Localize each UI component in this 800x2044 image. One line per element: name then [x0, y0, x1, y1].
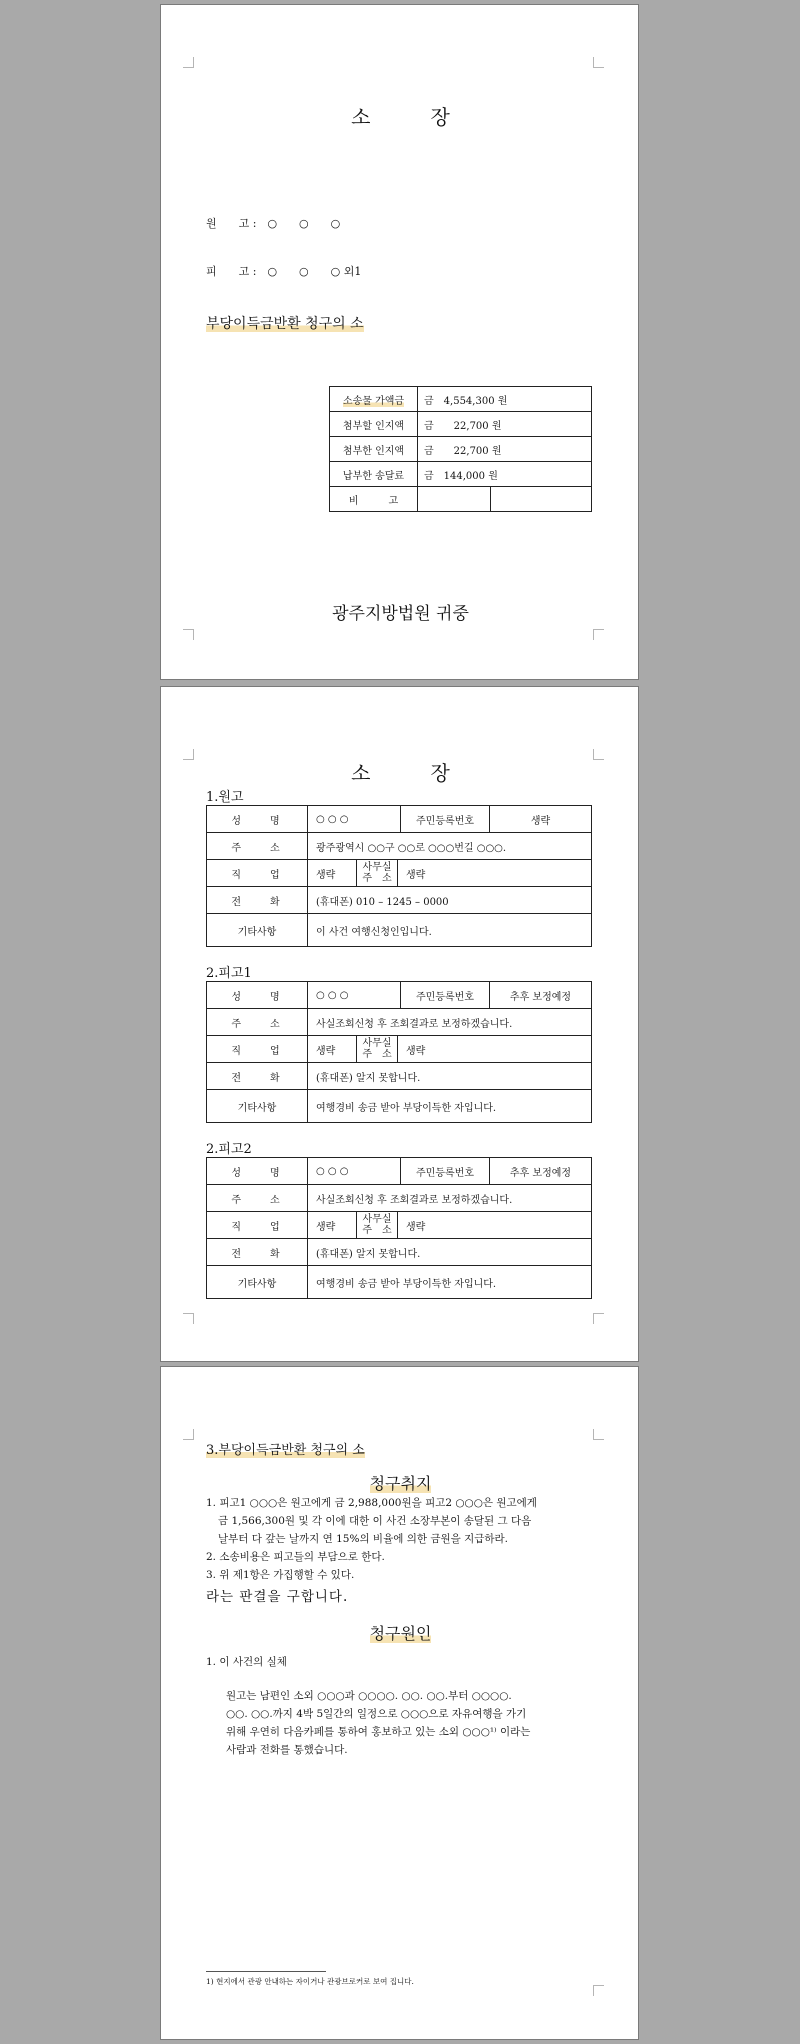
- fee-value: 금 4,554,300 원: [418, 387, 592, 412]
- cover-page: [160, 4, 639, 680]
- etc-value: 여행경비 송금 받아 부당이득한 자입니다.: [308, 1090, 592, 1123]
- office-label: 사무실 주 소: [356, 1036, 398, 1062]
- address-value: 사실조회신청 후 조회결과로 보정하겠습니다.: [308, 1009, 592, 1036]
- id-value: 생략: [490, 806, 592, 833]
- fee-value: 금 144,000 원: [418, 462, 592, 487]
- case-name-text: 부당이득금반환 청구의 소: [206, 316, 364, 332]
- table-row: [207, 1239, 592, 1266]
- fee-table: [329, 386, 592, 512]
- fee-label: 소송물 가액금: [330, 387, 418, 412]
- phone-label: 전 화: [207, 1239, 308, 1266]
- table-row: [207, 1158, 592, 1185]
- defendant1-heading: 2.피고1: [206, 966, 252, 981]
- id-value: 추후 보정예정: [490, 1158, 592, 1185]
- fee-row: [330, 412, 592, 437]
- claim-section-heading: [206, 1439, 365, 1458]
- job-label: 직 업: [207, 860, 308, 887]
- table-row: [207, 1212, 592, 1239]
- fee-row: [330, 487, 592, 512]
- phone-value: (휴대폰) 알지 못합니다.: [308, 1239, 592, 1266]
- list-item: 3. 위 제1항은 가집행할 수 있다.: [206, 1569, 355, 1581]
- fee-label: 납부한 송달료: [330, 462, 418, 487]
- phone-label: 전 화: [207, 1063, 308, 1090]
- office-value: 생략: [406, 869, 426, 881]
- table-row: [207, 833, 592, 860]
- purpose-title: [161, 1471, 640, 1494]
- plaintiff-heading: 1.원고: [206, 790, 244, 805]
- office-label: 사무실 주 소: [356, 1212, 398, 1238]
- office-value: 생략: [406, 1221, 426, 1233]
- crop-mark: [593, 1985, 604, 1996]
- defendant2-heading: 2.피고2: [206, 1142, 252, 1157]
- job-office-cell: [308, 1212, 592, 1239]
- judgment-line: 라는 판결을 구합니다.: [206, 1589, 349, 1605]
- fee-value: 금 22,700 원: [418, 437, 592, 462]
- job-value: 생략: [316, 1221, 336, 1233]
- table-row: [207, 1185, 592, 1212]
- job-label: 직 업: [207, 1036, 308, 1063]
- etc-label: 기타사항: [207, 1090, 308, 1123]
- crop-mark: [593, 57, 604, 68]
- cover-title: 소 장: [351, 105, 450, 129]
- cause-title: [161, 1621, 640, 1644]
- fee-label: 첨부한 인지액: [330, 437, 418, 462]
- fee-value-empty: [491, 487, 592, 512]
- footnote: 1) 현지에서 관광 안내하는 자이거나 관광브로커로 보여 집니다.: [206, 1977, 414, 1986]
- parties-title: 소 장: [351, 761, 450, 785]
- paragraph-line: 원고는 남편인 소외 ○○○과 ○○○○. ○○. ○○.부터 ○○○○.: [226, 1690, 512, 1702]
- id-label: 주민등록번호: [401, 806, 490, 833]
- job-value: 생략: [316, 869, 336, 881]
- address-label: 주 소: [207, 1009, 308, 1036]
- table-row: [207, 982, 592, 1009]
- parties-page: [160, 686, 639, 1362]
- phone-label: 전 화: [207, 887, 308, 914]
- plaintiff-table: [206, 805, 592, 947]
- table-row: [207, 806, 592, 833]
- cause-title-text: 청구원인: [369, 1624, 432, 1643]
- list-item: 2. 소송비용은 피고들의 부담으로 한다.: [206, 1551, 385, 1563]
- fee-row: [330, 437, 592, 462]
- paragraph-line: 위해 우연히 다음카페를 통하여 홍보하고 있는 소외 ○○○¹⁾ 이라는: [226, 1726, 531, 1738]
- paragraph-line: ○○. ○○.까지 4박 5일간의 일정으로 ○○○으로 자유여행을 가기: [226, 1708, 527, 1720]
- crop-mark: [593, 1429, 604, 1440]
- crop-mark: [183, 57, 194, 68]
- claim-page: [160, 1366, 639, 2040]
- table-row: [207, 1266, 592, 1299]
- name-label: 성 명: [207, 806, 308, 833]
- crop-mark: [183, 629, 194, 640]
- etc-label: 기타사항: [207, 914, 308, 947]
- job-value: 생략: [316, 1045, 336, 1057]
- name-value: ○ ○ ○: [308, 1158, 401, 1185]
- name-label: 성 명: [207, 1158, 308, 1185]
- job-office-cell: [308, 1036, 592, 1063]
- fee-value: 금 22,700 원: [418, 412, 592, 437]
- etc-value: 이 사건 여행신청인입니다.: [308, 914, 592, 947]
- claim-section-text: 3.부당이득금반환 청구의 소: [206, 1443, 365, 1458]
- fee-label: 첨부할 인지액: [330, 412, 418, 437]
- defendant2-table: [206, 1157, 592, 1299]
- id-label: 주민등록번호: [401, 982, 490, 1009]
- table-row: [207, 1009, 592, 1036]
- court-name: 광주지방법원 귀중: [332, 604, 469, 624]
- cause-paragraph: [226, 1687, 616, 1759]
- office-value: 생략: [406, 1045, 426, 1057]
- plaintiff-line: 원 고 : ○ ○ ○: [206, 217, 341, 230]
- id-value: 추후 보정예정: [490, 982, 592, 1009]
- phone-value: (휴대폰) 010 – 1245 – 0000: [308, 887, 592, 914]
- table-row: [207, 1036, 592, 1063]
- table-row: [207, 887, 592, 914]
- crop-mark: [593, 629, 604, 640]
- list-item: 금 1,566,300원 및 각 이에 대한 이 사건 소장부본이 송달된 그 다음: [218, 1515, 532, 1527]
- footnote-rule: [206, 1971, 326, 1972]
- address-label: 주 소: [207, 833, 308, 860]
- name-label: 성 명: [207, 982, 308, 1009]
- cause-heading: 1. 이 사건의 실체: [206, 1656, 287, 1668]
- crop-mark: [183, 1313, 194, 1324]
- paragraph-line: 사람과 전화를 통했습니다.: [226, 1744, 348, 1756]
- table-row: [207, 1090, 592, 1123]
- purpose-list: [206, 1494, 606, 1584]
- fee-value: [418, 487, 491, 512]
- case-name: [206, 313, 364, 333]
- purpose-title-text: 청구취지: [369, 1474, 432, 1493]
- name-value: ○ ○ ○: [308, 982, 401, 1009]
- crop-mark: [593, 1313, 604, 1324]
- address-label: 주 소: [207, 1185, 308, 1212]
- fee-row: [330, 462, 592, 487]
- address-value: 사실조회신청 후 조회결과로 보정하겠습니다.: [308, 1185, 592, 1212]
- etc-label: 기타사항: [207, 1266, 308, 1299]
- fee-row: [330, 387, 592, 412]
- name-value: ○ ○ ○: [308, 806, 401, 833]
- table-row: [207, 914, 592, 947]
- fee-label: 비 고: [330, 487, 418, 512]
- defendant1-table: [206, 981, 592, 1123]
- phone-value: (휴대폰) 알지 못합니다.: [308, 1063, 592, 1090]
- list-item: 날부터 다 갚는 날까지 연 15%의 비율에 의한 금원을 지급하라.: [218, 1533, 509, 1545]
- job-label: 직 업: [207, 1212, 308, 1239]
- etc-value: 여행경비 송금 받아 부당이득한 자입니다.: [308, 1266, 592, 1299]
- id-label: 주민등록번호: [401, 1158, 490, 1185]
- table-row: [207, 1063, 592, 1090]
- office-label: 사무실 주 소: [356, 860, 398, 886]
- defendant-line: 피 고 : ○ ○ ○ 외1: [206, 265, 362, 278]
- list-item: 1. 피고1 ○○○은 원고에게 금 2,988,000원을 피고2 ○○○은 원고에게: [206, 1497, 537, 1509]
- crop-mark: [183, 1429, 194, 1440]
- table-row: [207, 860, 592, 887]
- address-value: 광주광역시 ○○구 ○○로 ○○○번길 ○○○.: [308, 833, 592, 860]
- job-office-cell: [308, 860, 592, 887]
